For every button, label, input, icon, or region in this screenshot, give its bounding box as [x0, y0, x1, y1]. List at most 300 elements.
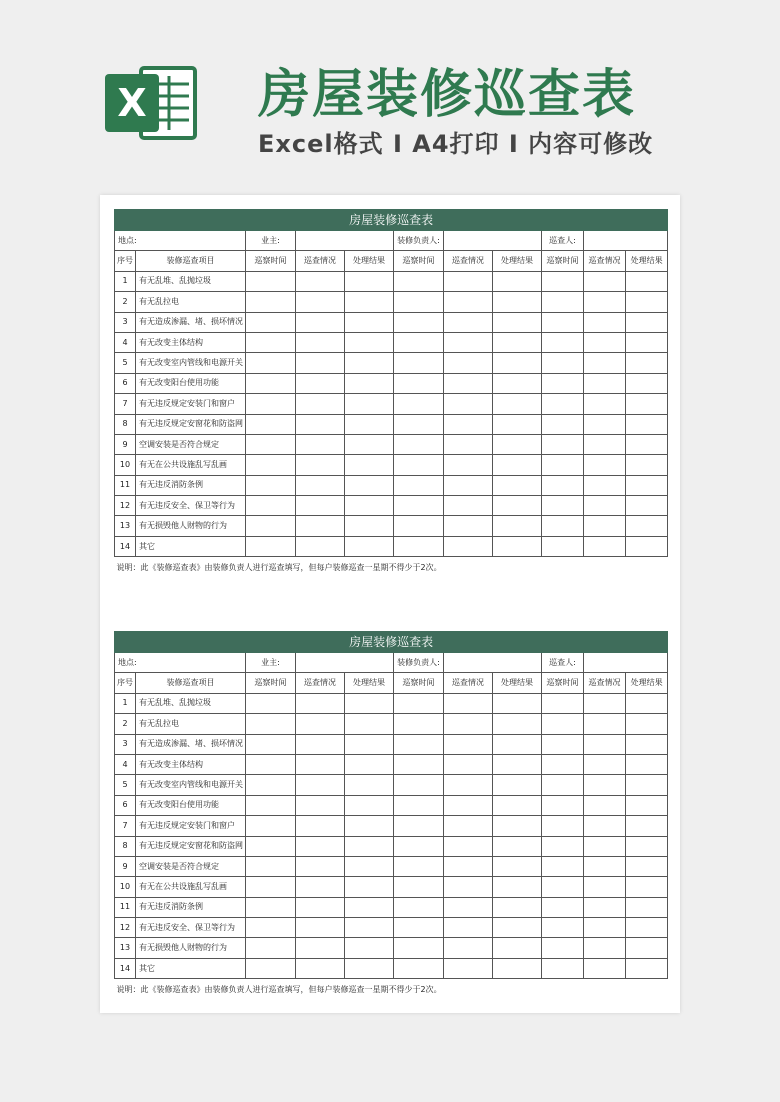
entry-cell[interactable]: [345, 353, 394, 373]
entry-cell[interactable]: [296, 897, 345, 917]
entry-cell[interactable]: [493, 714, 542, 734]
entry-cell[interactable]: [345, 414, 394, 434]
entry-cell[interactable]: [296, 536, 345, 556]
entry-cell[interactable]: [394, 394, 444, 414]
entry-cell[interactable]: [542, 455, 584, 475]
entry-cell[interactable]: [626, 373, 668, 393]
entry-cell[interactable]: [444, 897, 493, 917]
entry-cell[interactable]: [493, 536, 542, 556]
entry-cell[interactable]: [626, 312, 668, 332]
entry-cell[interactable]: [626, 734, 668, 754]
entry-cell[interactable]: [444, 394, 493, 414]
entry-cell[interactable]: [584, 455, 626, 475]
entry-cell[interactable]: [246, 394, 296, 414]
entry-cell[interactable]: [246, 877, 296, 897]
entry-cell[interactable]: [542, 394, 584, 414]
entry-cell[interactable]: [626, 958, 668, 978]
entry-cell[interactable]: [296, 856, 345, 876]
location-label: 地点:: [115, 231, 246, 251]
entry-cell[interactable]: [584, 434, 626, 454]
entry-cell[interactable]: [444, 496, 493, 516]
entry-cell[interactable]: [542, 714, 584, 734]
entry-cell[interactable]: [345, 455, 394, 475]
entry-cell[interactable]: [493, 394, 542, 414]
entry-cell[interactable]: [296, 775, 345, 795]
entry-cell[interactable]: [444, 734, 493, 754]
entry-cell[interactable]: [345, 856, 394, 876]
entry-cell[interactable]: [493, 292, 542, 312]
entry-cell[interactable]: [444, 271, 493, 291]
entry-cell[interactable]: [626, 271, 668, 291]
entry-cell[interactable]: [542, 856, 584, 876]
table-row: [115, 938, 668, 958]
entry-cell[interactable]: [542, 536, 584, 556]
entry-cell[interactable]: [296, 394, 345, 414]
entry-cell[interactable]: [246, 795, 296, 815]
entry-cell[interactable]: [542, 938, 584, 958]
entry-cell[interactable]: [394, 312, 444, 332]
entry-cell[interactable]: [626, 292, 668, 312]
entry-cell[interactable]: [542, 516, 584, 536]
entry-cell[interactable]: [542, 475, 584, 495]
entry-cell[interactable]: [626, 455, 668, 475]
owner-value[interactable]: [296, 653, 394, 673]
items-body: [115, 271, 668, 556]
entry-cell[interactable]: [584, 877, 626, 897]
entry-cell[interactable]: [246, 918, 296, 938]
entry-cell[interactable]: [626, 836, 668, 856]
page-title: 房屋装修巡查表: [258, 65, 637, 125]
entry-cell[interactable]: [394, 516, 444, 536]
entry-cell[interactable]: [246, 292, 296, 312]
entry-cell[interactable]: [493, 475, 542, 495]
entry-cell[interactable]: [296, 816, 345, 836]
entry-cell[interactable]: [246, 816, 296, 836]
row-number: 2: [115, 714, 136, 734]
entry-cell[interactable]: [584, 271, 626, 291]
entry-cell[interactable]: [345, 693, 394, 713]
entry-cell[interactable]: [444, 536, 493, 556]
entry-cell[interactable]: [246, 693, 296, 713]
entry-cell[interactable]: [626, 536, 668, 556]
entry-cell[interactable]: [444, 455, 493, 475]
entry-cell[interactable]: [626, 938, 668, 958]
table-title: 房屋装修巡查表: [115, 210, 668, 231]
entry-cell[interactable]: [296, 332, 345, 352]
entry-cell[interactable]: [626, 856, 668, 876]
entry-cell[interactable]: [345, 775, 394, 795]
entry-cell[interactable]: [626, 877, 668, 897]
entry-cell[interactable]: [394, 292, 444, 312]
entry-cell[interactable]: [345, 394, 394, 414]
inspector-label: 巡查人:: [542, 231, 584, 251]
entry-cell[interactable]: [246, 856, 296, 876]
entry-cell[interactable]: [584, 836, 626, 856]
entry-cell[interactable]: [493, 455, 542, 475]
entry-cell[interactable]: [296, 414, 345, 434]
entry-cell[interactable]: [584, 516, 626, 536]
inspection-item: 有无违反安全、保卫等行为: [136, 918, 246, 938]
entry-cell[interactable]: [444, 714, 493, 734]
entry-cell[interactable]: [345, 918, 394, 938]
table-row: [115, 536, 668, 556]
entry-cell[interactable]: [444, 938, 493, 958]
entry-cell[interactable]: [626, 353, 668, 373]
entry-cell[interactable]: [394, 877, 444, 897]
entry-cell[interactable]: [493, 877, 542, 897]
entry-cell[interactable]: [626, 897, 668, 917]
entry-cell[interactable]: [246, 754, 296, 774]
entry-cell[interactable]: [246, 353, 296, 373]
entry-cell[interactable]: [444, 312, 493, 332]
entry-cell[interactable]: [296, 312, 345, 332]
entry-cell[interactable]: [444, 414, 493, 434]
entry-cell[interactable]: [246, 536, 296, 556]
entry-cell[interactable]: [444, 918, 493, 938]
entry-cell[interactable]: [296, 693, 345, 713]
row-number: 12: [115, 918, 136, 938]
entry-cell[interactable]: [584, 918, 626, 938]
entry-cell[interactable]: [493, 897, 542, 917]
entry-cell[interactable]: [345, 958, 394, 978]
inspector-value[interactable]: [584, 653, 668, 673]
entry-cell[interactable]: [493, 734, 542, 754]
inspection-item: 有无违反规定安装门和窗户: [136, 816, 246, 836]
entry-cell[interactable]: [246, 434, 296, 454]
entry-cell[interactable]: [345, 536, 394, 556]
entry-cell[interactable]: [542, 496, 584, 516]
entry-cell[interactable]: [394, 475, 444, 495]
entry-cell[interactable]: [345, 496, 394, 516]
entry-cell[interactable]: [626, 332, 668, 352]
entry-cell[interactable]: [246, 332, 296, 352]
entry-cell[interactable]: [394, 958, 444, 978]
entry-cell[interactable]: [444, 816, 493, 836]
entry-cell[interactable]: [296, 271, 345, 291]
entry-cell[interactable]: [542, 754, 584, 774]
column-header: 巡察时间: [246, 673, 296, 693]
entry-cell[interactable]: [493, 775, 542, 795]
entry-cell[interactable]: [542, 734, 584, 754]
entry-cell[interactable]: [394, 918, 444, 938]
entry-cell[interactable]: [626, 816, 668, 836]
entry-cell[interactable]: [584, 353, 626, 373]
entry-cell[interactable]: [296, 958, 345, 978]
entry-cell[interactable]: [493, 332, 542, 352]
inspection-item: 有无乱拉电: [136, 714, 246, 734]
table-row: [115, 312, 668, 332]
table-row: [115, 394, 668, 414]
entry-cell[interactable]: [444, 292, 493, 312]
entry-cell[interactable]: [542, 353, 584, 373]
entry-cell[interactable]: [394, 836, 444, 856]
entry-cell[interactable]: [394, 938, 444, 958]
entry-cell[interactable]: [493, 938, 542, 958]
entry-cell[interactable]: [584, 394, 626, 414]
entry-cell[interactable]: [394, 332, 444, 352]
entry-cell[interactable]: [345, 734, 394, 754]
entry-cell[interactable]: [246, 312, 296, 332]
entry-cell[interactable]: [345, 938, 394, 958]
inspection-item: 有无改变室内管线和电源开关: [136, 775, 246, 795]
owner-value[interactable]: [296, 231, 394, 251]
row-number: 12: [115, 496, 136, 516]
entry-cell[interactable]: [444, 775, 493, 795]
entry-cell[interactable]: [493, 918, 542, 938]
entry-cell[interactable]: [246, 836, 296, 856]
entry-cell[interactable]: [493, 414, 542, 434]
entry-cell[interactable]: [584, 938, 626, 958]
entry-cell[interactable]: [345, 836, 394, 856]
entry-cell[interactable]: [394, 414, 444, 434]
entry-cell[interactable]: [246, 775, 296, 795]
entry-cell[interactable]: [246, 897, 296, 917]
entry-cell[interactable]: [626, 496, 668, 516]
entry-cell[interactable]: [584, 292, 626, 312]
entry-cell[interactable]: [345, 434, 394, 454]
entry-cell[interactable]: [296, 496, 345, 516]
entry-cell[interactable]: [345, 292, 394, 312]
entry-cell[interactable]: [246, 414, 296, 434]
entry-cell[interactable]: [394, 816, 444, 836]
entry-cell[interactable]: [296, 714, 345, 734]
entry-cell[interactable]: [493, 754, 542, 774]
table-row: [115, 353, 668, 373]
entry-cell[interactable]: [246, 373, 296, 393]
entry-cell[interactable]: [246, 516, 296, 536]
entry-cell[interactable]: [542, 816, 584, 836]
entry-cell[interactable]: [584, 775, 626, 795]
row-number: 10: [115, 877, 136, 897]
entry-cell[interactable]: [584, 496, 626, 516]
entry-cell[interactable]: [493, 271, 542, 291]
entry-cell[interactable]: [542, 918, 584, 938]
entry-cell[interactable]: [246, 734, 296, 754]
entry-cell[interactable]: [394, 714, 444, 734]
entry-cell[interactable]: [394, 693, 444, 713]
entry-cell[interactable]: [246, 496, 296, 516]
entry-cell[interactable]: [246, 714, 296, 734]
entry-cell[interactable]: [626, 714, 668, 734]
entry-cell[interactable]: [493, 312, 542, 332]
entry-cell[interactable]: [626, 434, 668, 454]
entry-cell[interactable]: [296, 836, 345, 856]
entry-cell[interactable]: [493, 816, 542, 836]
table-row: [115, 958, 668, 978]
manager-label: 装修负责人:: [394, 231, 444, 251]
info-row: [115, 231, 668, 251]
entry-cell[interactable]: [584, 734, 626, 754]
entry-cell[interactable]: [542, 434, 584, 454]
entry-cell[interactable]: [542, 836, 584, 856]
manager-value[interactable]: [444, 231, 542, 251]
entry-cell[interactable]: [493, 836, 542, 856]
inspector-value[interactable]: [584, 231, 668, 251]
entry-cell[interactable]: [493, 958, 542, 978]
entry-cell[interactable]: [444, 353, 493, 373]
entry-cell[interactable]: [345, 795, 394, 815]
entry-cell[interactable]: [296, 918, 345, 938]
entry-cell[interactable]: [345, 877, 394, 897]
entry-cell[interactable]: [626, 754, 668, 774]
inspection-item: 有无造成渗漏、堵、损坏情况: [136, 312, 246, 332]
items-body: [115, 693, 668, 978]
entry-cell[interactable]: [584, 332, 626, 352]
entry-cell[interactable]: [296, 516, 345, 536]
row-number: 2: [115, 292, 136, 312]
entry-cell[interactable]: [626, 918, 668, 938]
entry-cell[interactable]: [584, 754, 626, 774]
entry-cell[interactable]: [394, 455, 444, 475]
entry-cell[interactable]: [296, 292, 345, 312]
entry-cell[interactable]: [394, 734, 444, 754]
row-number: 8: [115, 414, 136, 434]
entry-cell[interactable]: [345, 816, 394, 836]
entry-cell[interactable]: [444, 332, 493, 352]
entry-cell[interactable]: [296, 434, 345, 454]
entry-cell[interactable]: [296, 877, 345, 897]
entry-cell[interactable]: [345, 714, 394, 734]
entry-cell[interactable]: [444, 516, 493, 536]
entry-cell[interactable]: [345, 312, 394, 332]
entry-cell[interactable]: [246, 271, 296, 291]
entry-cell[interactable]: [296, 475, 345, 495]
entry-cell[interactable]: [394, 754, 444, 774]
entry-cell[interactable]: [296, 795, 345, 815]
entry-cell[interactable]: [394, 536, 444, 556]
entry-cell[interactable]: [584, 714, 626, 734]
entry-cell[interactable]: [444, 434, 493, 454]
entry-cell[interactable]: [345, 475, 394, 495]
entry-cell[interactable]: [584, 816, 626, 836]
table-row: [115, 918, 668, 938]
entry-cell[interactable]: [345, 332, 394, 352]
entry-cell[interactable]: [626, 394, 668, 414]
entry-cell[interactable]: [493, 434, 542, 454]
manager-value[interactable]: [444, 653, 542, 673]
entry-cell[interactable]: [542, 897, 584, 917]
entry-cell[interactable]: [542, 271, 584, 291]
entry-cell[interactable]: [542, 795, 584, 815]
entry-cell[interactable]: [296, 373, 345, 393]
entry-cell[interactable]: [394, 434, 444, 454]
entry-cell[interactable]: [444, 856, 493, 876]
entry-cell[interactable]: [296, 455, 345, 475]
entry-cell[interactable]: [584, 312, 626, 332]
entry-cell[interactable]: [394, 373, 444, 393]
table-row: [115, 475, 668, 495]
entry-cell[interactable]: [493, 795, 542, 815]
entry-cell[interactable]: [444, 373, 493, 393]
entry-cell[interactable]: [584, 536, 626, 556]
entry-cell[interactable]: [584, 693, 626, 713]
row-number: 1: [115, 271, 136, 291]
entry-cell[interactable]: [246, 455, 296, 475]
entry-cell[interactable]: [444, 958, 493, 978]
entry-cell[interactable]: [493, 693, 542, 713]
entry-cell[interactable]: [246, 958, 296, 978]
excel-logo-icon: [103, 60, 199, 146]
entry-cell[interactable]: [584, 795, 626, 815]
table-row: [115, 455, 668, 475]
entry-cell[interactable]: [542, 373, 584, 393]
entry-cell[interactable]: [444, 795, 493, 815]
table-row: [115, 271, 668, 291]
column-header: 巡查情况: [296, 251, 345, 271]
entry-cell[interactable]: [345, 754, 394, 774]
entry-cell[interactable]: [584, 475, 626, 495]
entry-cell[interactable]: [626, 475, 668, 495]
entry-cell[interactable]: [626, 414, 668, 434]
entry-cell[interactable]: [296, 353, 345, 373]
entry-cell[interactable]: [542, 693, 584, 713]
entry-cell[interactable]: [584, 897, 626, 917]
entry-cell[interactable]: [584, 958, 626, 978]
entry-cell[interactable]: [394, 795, 444, 815]
entry-cell[interactable]: [584, 414, 626, 434]
entry-cell[interactable]: [493, 856, 542, 876]
entry-cell[interactable]: [345, 516, 394, 536]
entry-cell[interactable]: [296, 734, 345, 754]
entry-cell[interactable]: [394, 897, 444, 917]
entry-cell[interactable]: [584, 856, 626, 876]
entry-cell[interactable]: [296, 938, 345, 958]
entry-cell[interactable]: [626, 795, 668, 815]
entry-cell[interactable]: [584, 373, 626, 393]
entry-cell[interactable]: [542, 292, 584, 312]
info-row: [115, 653, 668, 673]
entry-cell[interactable]: [394, 496, 444, 516]
entry-cell[interactable]: [246, 938, 296, 958]
entry-cell[interactable]: [444, 754, 493, 774]
entry-cell[interactable]: [444, 877, 493, 897]
entry-cell[interactable]: [394, 353, 444, 373]
entry-cell[interactable]: [394, 775, 444, 795]
entry-cell[interactable]: [493, 353, 542, 373]
row-number: 9: [115, 434, 136, 454]
row-number: 5: [115, 775, 136, 795]
entry-cell[interactable]: [296, 754, 345, 774]
entry-cell[interactable]: [444, 475, 493, 495]
entry-cell[interactable]: [626, 516, 668, 536]
entry-cell[interactable]: [493, 516, 542, 536]
entry-cell[interactable]: [444, 693, 493, 713]
row-number: 10: [115, 455, 136, 475]
column-header: 处理结果: [626, 673, 668, 693]
entry-cell[interactable]: [444, 836, 493, 856]
svg-text:X: X: [117, 81, 147, 125]
entry-cell[interactable]: [493, 373, 542, 393]
entry-cell[interactable]: [542, 958, 584, 978]
entry-cell[interactable]: [542, 877, 584, 897]
entry-cell[interactable]: [345, 271, 394, 291]
entry-cell[interactable]: [345, 373, 394, 393]
owner-label: 业主:: [246, 231, 296, 251]
entry-cell[interactable]: [626, 693, 668, 713]
entry-cell[interactable]: [394, 856, 444, 876]
entry-cell[interactable]: [542, 312, 584, 332]
entry-cell[interactable]: [626, 775, 668, 795]
entry-cell[interactable]: [542, 775, 584, 795]
entry-cell[interactable]: [542, 332, 584, 352]
entry-cell[interactable]: [493, 496, 542, 516]
entry-cell[interactable]: [394, 271, 444, 291]
entry-cell[interactable]: [345, 897, 394, 917]
inspection-item: 空调安装是否符合规定: [136, 434, 246, 454]
column-header: 巡查情况: [444, 251, 493, 271]
entry-cell[interactable]: [542, 414, 584, 434]
entry-cell[interactable]: [246, 475, 296, 495]
